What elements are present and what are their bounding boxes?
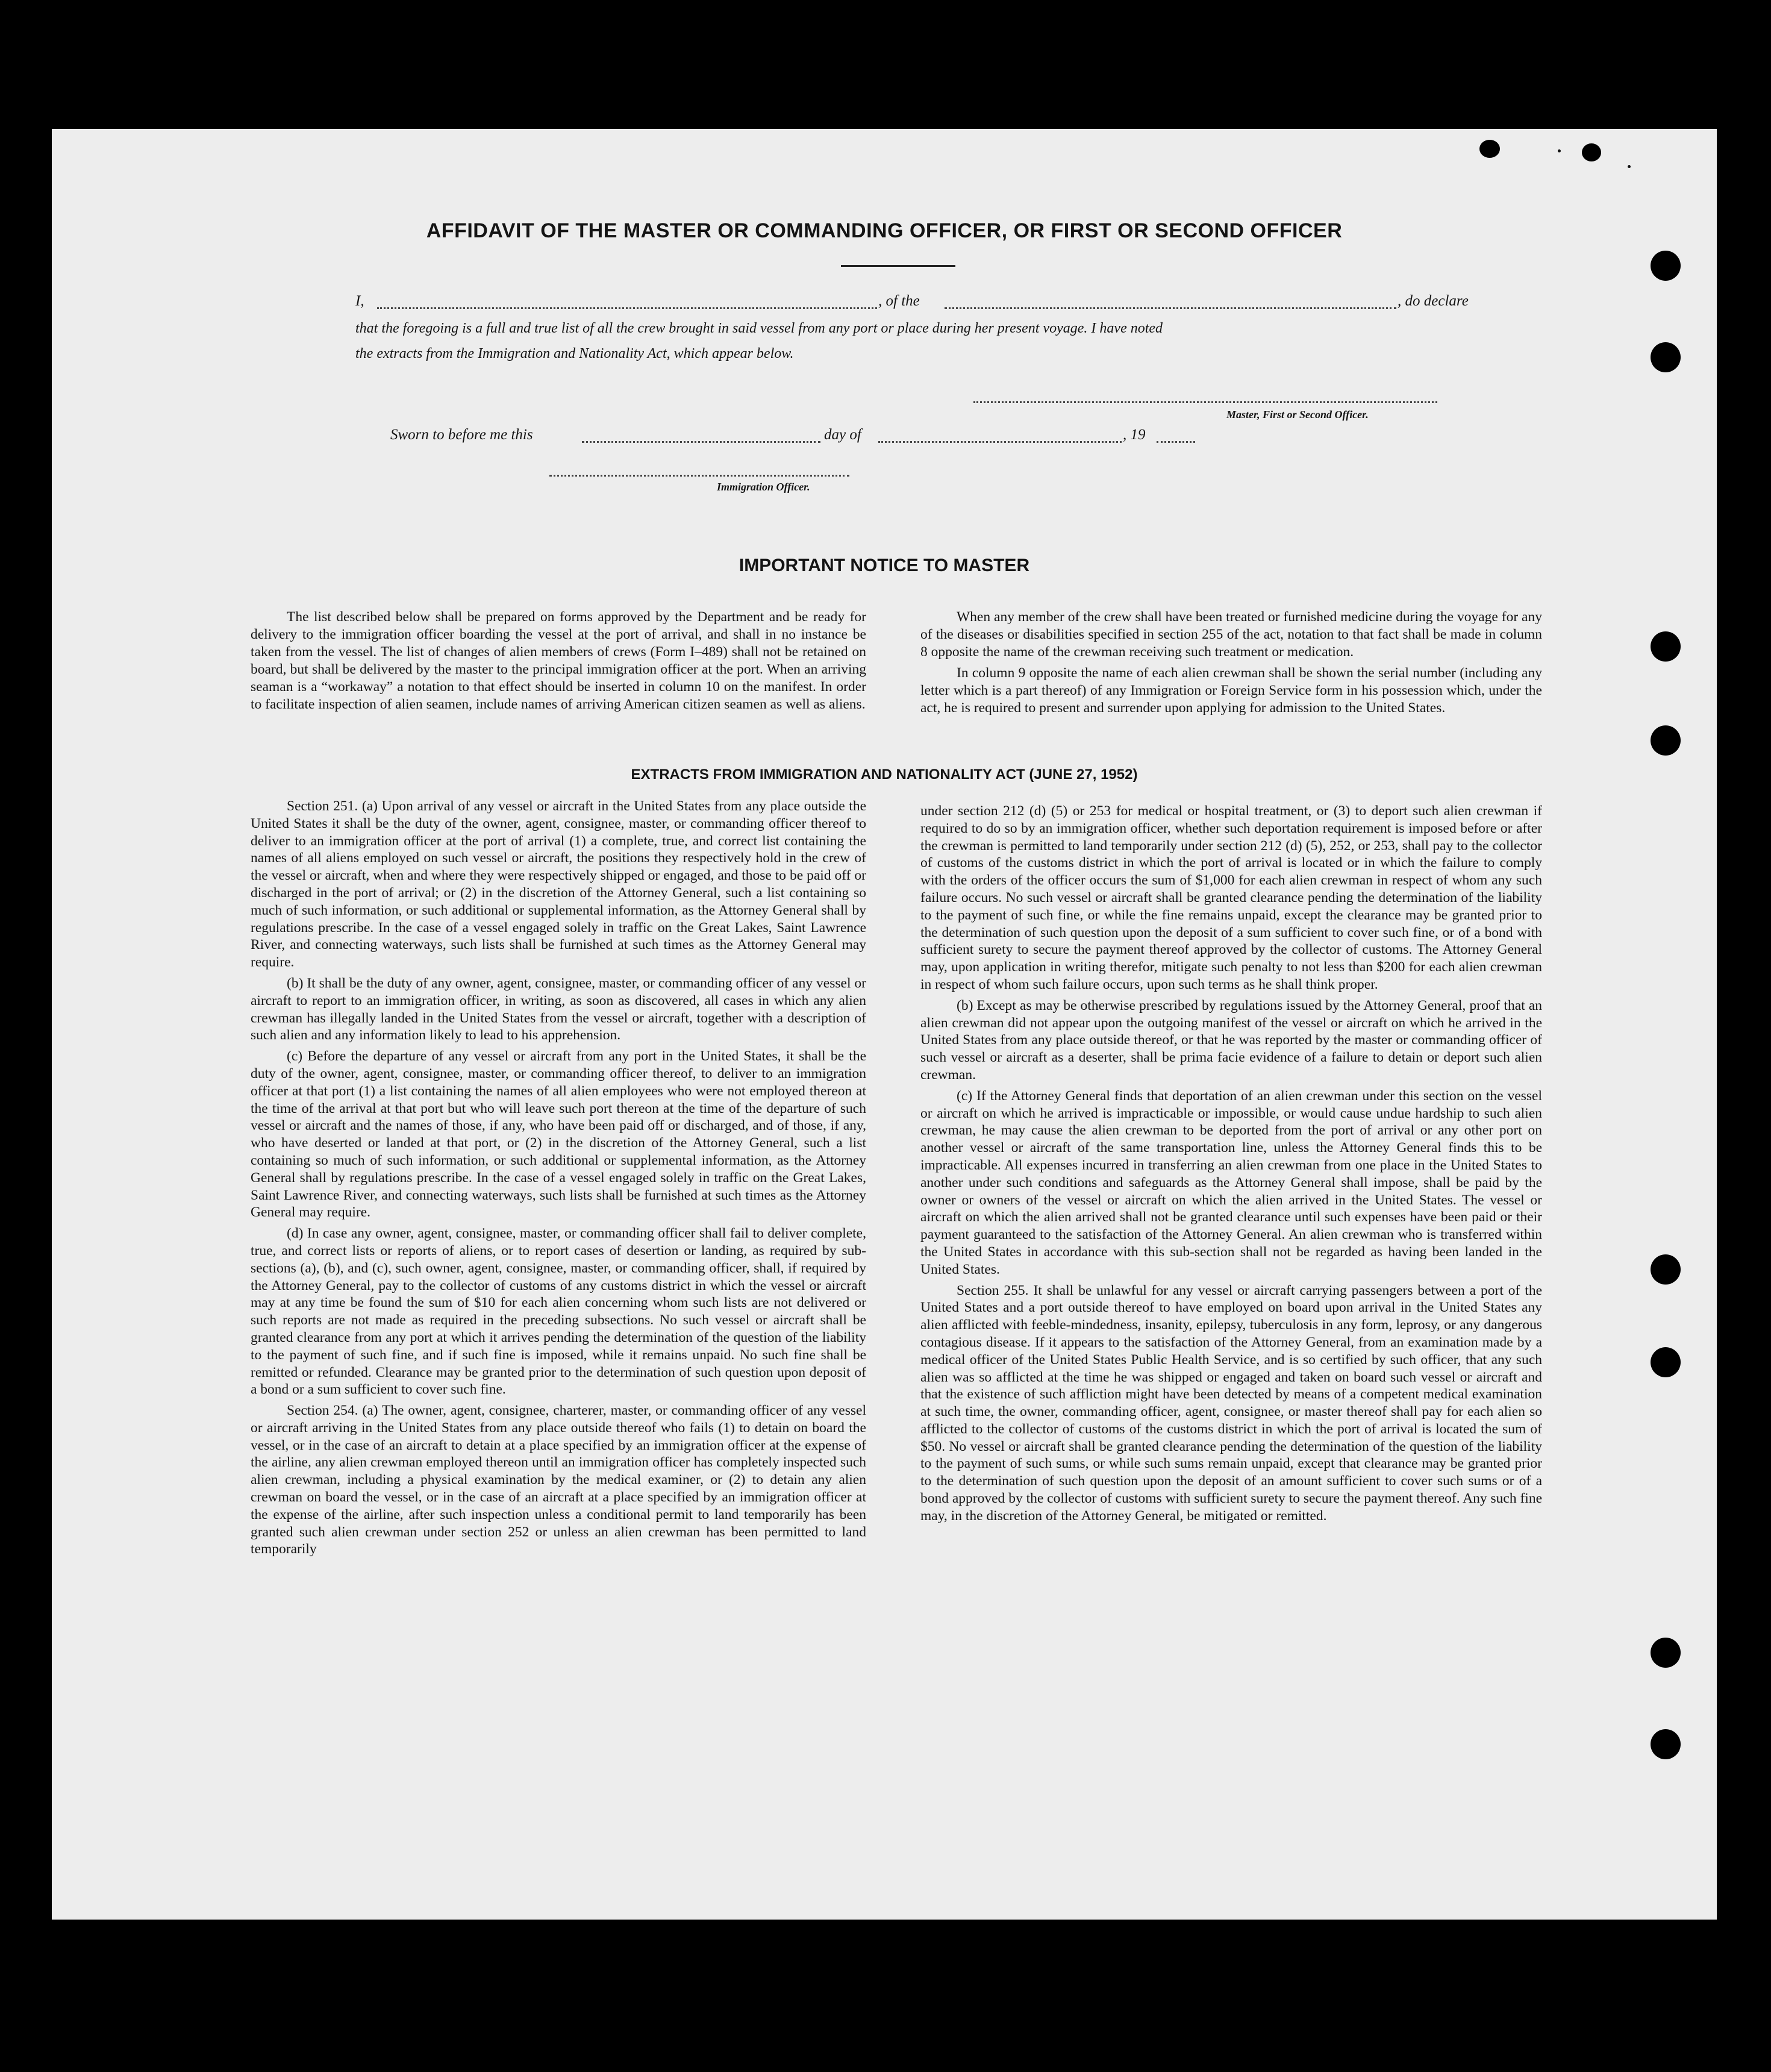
extracts-left-column <box>251 798 866 1562</box>
notice-paragraph: The list described below shall be prepared on forms approved by the Department and be ready for delivery to the immigration officer boarding the vessel at the port of arrival, and shall in no instance be taken from the vessel. The list of changes of alien members of crews (Form I–489) shall not be retained on board, but shall be delivered by the master to the principal immigration officer at the port. When an arriving seaman is a “workaway” a notation to that effect should be inserted in column 10 on the manifest. In order to facilitate inspection of alien seamen, include names of arriving American citizen seamen as well as aliens. <box>251 609 866 712</box>
section-254-a-continued: under section 212 (d) (5) or 253 for medical or hospital treatment, or (3) to deport such alien crewman if required to do so by an immigration officer, whether such deportation requirement is imposed before or after the crewman is permitted to land temporarily under section 212 (d) (5), 252, or 253, shall pay to the collector of customs of the customs district in which the port of arrival is located or in which the failure to comply with the orders of the officer occurs the sum of $1,000 for each alien crewman in respect of whom any such failure occurs. No such vessel or aircraft shall be granted clearance pending the determination of the liability to the payment of such fine, or while the fine remains unpaid, except the clearance may be granted prior to the determination of such question upon the deposit of a sum sufficient to cover such fine, or of a bond with sufficient surety to secure the payment thereof approved by the collector of customs. The Attorney General may, upon application in writing therefor, mitigate such penalty to not less than $200 for each alien crewman in respect of whom such failure occurs, upon such terms as he shall think proper. <box>920 803 1542 992</box>
punch-hole <box>1651 1729 1681 1759</box>
section-251-c: (c) Before the departure of any vessel or aircraft from any port in the United States, it shall be the duty of the owner, agent, consignee, master, or commanding officer thereof, to deliver to an immigration officer at that port (1) a list containing the names of all alien employees who were not employed thereon at the time of the arrival at that port but who will leave such port thereon at the time of the departure of such vessel or aircraft and the names of those, if any, who have been paid off or discharged, and of those, if any, who have deserted or landed at that port, or (2) in the discretion of the Attorney General, such a list containing so much of such information, or such additional or supplemental information, as the Attorney General shall by regulations prescribe. In the case of a vessel engaged solely in traffic on the Great Lakes, Saint Lawrence River, and connecting waterways, such lists shall be furnished at such times as the Attorney General may require. <box>251 1048 866 1221</box>
sworn-year-blank[interactable] <box>1157 441 1195 443</box>
affidavit-statement-line: the extracts from the Immigration and Nationality Act, which appear below. <box>355 346 794 362</box>
day-of-label: day of <box>824 427 861 443</box>
name-blank-line[interactable] <box>377 307 877 309</box>
sworn-month-blank[interactable] <box>878 441 1122 443</box>
sworn-label: Sworn to before me this <box>390 427 533 443</box>
punch-hole <box>1651 342 1681 372</box>
dust-speck <box>1628 165 1631 168</box>
affidavit-i-label: I, <box>355 293 364 309</box>
notice-right-column <box>920 609 1542 721</box>
notice-title: IMPORTANT NOTICE TO MASTER <box>739 556 1030 575</box>
notice-paragraph: In column 9 opposite the name of each alien crewman shall be shown the serial number (including any letter which is a part thereof) of any Immigration or Foreign Service form in his possession which, under the act, he is required to present and surrender upon applying for admission to the United States. <box>920 665 1542 716</box>
extracts-title: EXTRACTS FROM IMMIGRATION AND NATIONALITY ACT (JUNE 27, 1952) <box>631 766 1138 783</box>
sworn-day-blank[interactable] <box>582 441 820 443</box>
document-page <box>52 129 1717 1920</box>
section-254-a: Section 254. (a) The owner, agent, consignee, charterer, master, or commanding officer of any vessel or aircraft arriving in the United States from any place outside thereof who fails (1) to detain on board the vessel, or in the case of an aircraft to detain at a place specified by an immigration officer at the expense of the airline, any alien crewman employed thereon until an immigration officer has completely inspected such alien crewman, including a physical examination by the medical examiner, or (2) to detain any alien crewman on board the vessel, or in the case of an aircraft at a place specified by an immigration officer at the expense of the airline, after such inspection unless a conditional permit to land temporarily has been granted such alien crewman under section 252 or unless an alien crewman has been permitted to land temporarily <box>251 1403 866 1557</box>
master-signature-line[interactable] <box>973 401 1437 403</box>
section-251-d: (d) In case any owner, agent, consignee, master, or commanding officer shall fail to deliver complete, true, and correct lists or reports of aliens, or to report cases of desertion or landing, as required by sub-sections (a), (b), and (c), such owner, agent, consignee, master, or commanding officer, shall, if required by the Attorney General, pay to the collector of customs of any customs district in which the vessel or aircraft may at any time be found the sum of $10 for each alien concerning whom such lists are not delivered or such reports are not made as required in the preceding subsections. No such vessel or aircraft shall be granted clearance from any port at which it arrives pending the determination of the question of the liability to the payment of such fine, and if such fine is imposed, while it remains unpaid. No such fine shall be remitted or refunded. Clearance may be granted prior to the determination of such question upon deposit of a bond or a sum sufficient to cover such fine. <box>251 1225 866 1398</box>
punch-hole <box>1651 631 1681 662</box>
section-251-b: (b) It shall be the duty of any owner, agent, consignee, master, or commanding officer of any vessel or aircraft to report to an immigration officer, in writing, as soon as discovered, all cases in which any alien crewman has illegally landed in the United States from the vessel or aircraft, together with a description of such alien and any information likely to lead to his apprehension. <box>251 975 866 1044</box>
affidavit-title: AFFIDAVIT OF THE MASTER OR COMMANDING OFFICER, OR FIRST OR SECOND OFFICER <box>426 219 1343 242</box>
affidavit-declare-label: , do declare <box>1398 293 1469 309</box>
punch-hole <box>1651 251 1681 281</box>
section-254-b: (b) Except as may be otherwise prescribed by regulations issued by the Attorney General, proof that an alien crewman did not appear upon the outgoing manifest of the vessel or aircraft on which he arrived in the United States from any place outside thereof, or that he was reported by the master or commanding officer of such vessel or aircraft as a deserter, shall be prima facie evidence of a failure to detain or deport such alien crewman. <box>920 997 1542 1083</box>
punch-hole <box>1651 1638 1681 1668</box>
immigration-officer-line[interactable] <box>549 475 849 477</box>
section-251-a: Section 251. (a) Upon arrival of any vessel or aircraft in the United States from any place outside the United States it shall be the duty of the owner, agent, consignee, master, or commanding officer thereof to deliver to an immigration officer at the port of arrival (1) a complete, true, and correct list containing the names of all aliens employed on such vessel or aircraft, the positions they respectively hold in the crew of the vessel or aircraft, when and where they were respectively shipped or engaged, and those to be paid off or discharged in the port of arrival; or (2) in the discretion of the Attorney General, such a list containing so much of such information, or such additional or supplemental information, as the Attorney General shall by regulations prescribe. In the case of a vessel engaged solely in traffic on the Great Lakes, Saint Lawrence River, and connecting waterways, such lists shall be furnished at such times as the Attorney General may require. <box>251 798 866 971</box>
master-signature-label: Master, First or Second Officer. <box>1226 408 1369 421</box>
year-label: , 19 <box>1123 427 1146 443</box>
section-255: Section 255. It shall be unlawful for any vessel or aircraft carrying passengers between a port of the United States and a port outside thereof to have employed on board upon arrival in the United States any alien afflicted with feeble-mindedness, insanity, epilepsy, tuberculosis in any form, leprosy, or any dangerous contagious disease. If it appears to the satisfaction of the Attorney General, from an examination made by a medical officer of the United States Public Health Service, and is so certified by such officer, that any such alien was so afflicted at the time he was shipped or engaged and taken on board such vessel or aircraft and that the existence of such affliction might have been detected by means of a competent medical examination at such time, the owner, commanding officer, agent, consignee, or master thereof shall pay for each alien so afflicted to the collector of customs of the customs district in which the port of arrival is located the sum of $50. No vessel or aircraft shall be granted clearance pending the determination of the question of the liability to the payment of such sums, or while such sums remain unpaid, except that clearance may be granted prior to the determination of such question upon the deposit of an amount sufficient to cover such sums or of a bond approved by the collector of customs with sufficient surety to secure the payment thereof. Any such fine may, in the discretion of the Attorney General, be mitigated or remitted. <box>920 1282 1542 1524</box>
vessel-blank-line[interactable] <box>945 307 1396 309</box>
punch-hole <box>1582 143 1601 161</box>
punch-hole <box>1651 725 1681 756</box>
dust-speck <box>1558 149 1561 152</box>
extracts-right-column <box>920 803 1542 1529</box>
affidavit-statement-line: that the foregoing is a full and true list of all the crew brought in said vessel from any port or place during her present voyage. I have noted <box>355 321 1163 336</box>
punch-hole <box>1651 1254 1681 1285</box>
punch-hole <box>1651 1347 1681 1377</box>
notice-left-column <box>251 609 866 717</box>
immigration-officer-label: Immigration Officer. <box>717 481 810 493</box>
punch-hole <box>1479 140 1500 158</box>
affidavit-of-the-label: , of the <box>878 293 920 309</box>
title-underline <box>841 265 955 267</box>
notice-paragraph: When any member of the crew shall have been treated or furnished medicine during the voyage for any of the diseases or disabilities specified in section 255 of the act, notation to that fact shall be made in column 8 opposite the name of the crewman receiving such treatment or medication. <box>920 609 1542 660</box>
section-254-c: (c) If the Attorney General finds that deportation of an alien crewman under this section on the vessel or aircraft on which he arrived is impracticable or impossible, or would cause undue hardship to such alien crewman, he may cause the alien crewman to be deported from the port of arrival or any other port on another vessel or aircraft of the same transportation line, unless the Attorney General finds this to be impracticable. All expenses incurred in transferring an alien crewman from one place in the United States to another under such conditions and safeguards as the Attorney General shall impose, shall be paid by the owner or owners of the vessel or aircraft on which the alien arrived in the United States. The vessel or aircraft on which the alien arrived shall not be granted clearance until such expenses have been paid or their payment guaranteed to the satisfaction of the Attorney General. An alien crewman who is transferred within the United States in accordance with this sub-section shall not be regarded as having been landed in the United States. <box>920 1088 1542 1277</box>
